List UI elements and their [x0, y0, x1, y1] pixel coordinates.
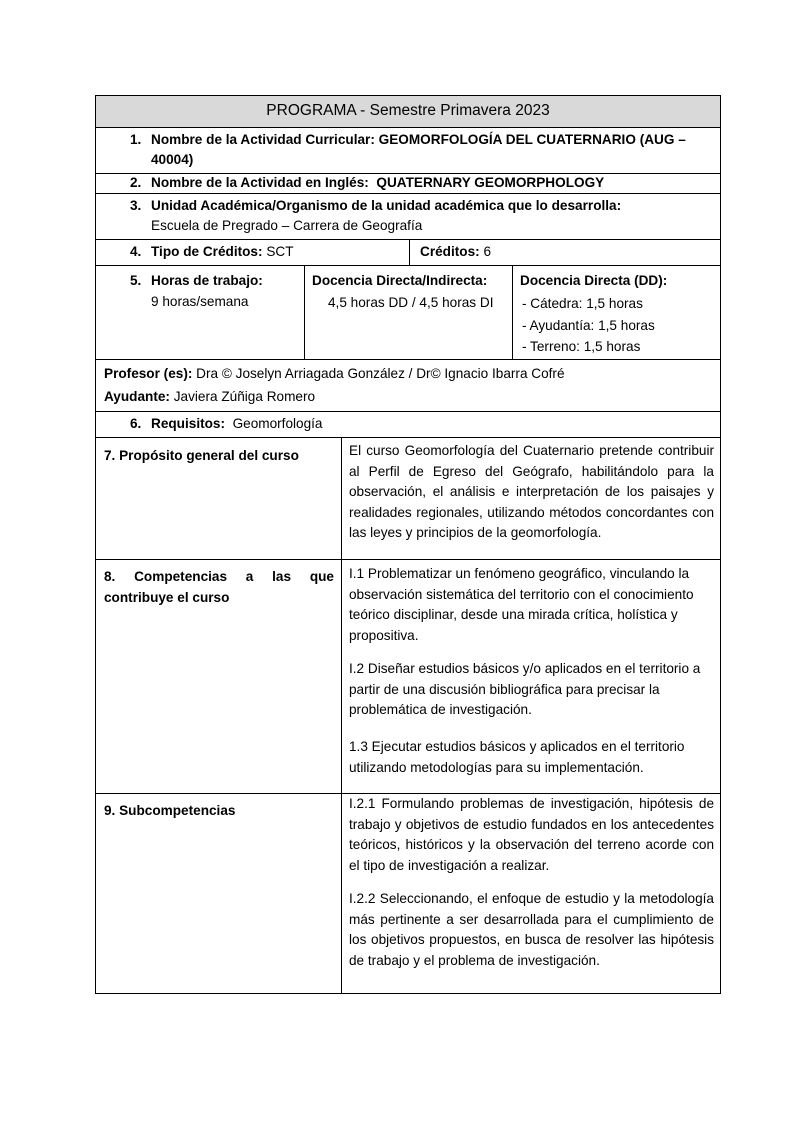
subcompetency-1: I.2.1 Formulando problemas de investigación, hipótesis de trabajo y objetivos de estudio fundados en los antecedentes teóricos, históricos y la observación del terreno acorde con el tipo de investigación a realizar. — [349, 796, 714, 873]
competency-3: 1.3 Ejecutar estudios básicos y aplicados en el territorio utilizando metodologías para su implementación. — [349, 739, 685, 775]
credits — [420, 242, 491, 262]
docencia-value: 4,5 horas DD / 4,5 horas DI — [328, 295, 494, 310]
dd-list — [522, 293, 655, 358]
list-item: - Terreno: 1,5 horas — [522, 339, 641, 354]
docencia-label: Docencia Directa/Indirecta: — [312, 273, 488, 288]
requirements-value: Geomorfología — [232, 416, 323, 431]
divider — [512, 266, 513, 359]
assistant-label: Ayudante: — [104, 389, 170, 404]
row-purpose — [95, 437, 721, 559]
row-english-name — [95, 173, 721, 193]
row-academic-unit — [95, 193, 721, 239]
credit-type-label: Tipo de Créditos: — [151, 244, 263, 259]
work-hours-value: 9 horas/semana — [151, 294, 249, 309]
program-header — [95, 95, 721, 127]
item-number: 4. — [130, 244, 142, 259]
requirements — [151, 414, 323, 434]
item-number: 2. — [130, 175, 142, 190]
activity-name-value-cont: 40004) — [151, 152, 194, 167]
academic-unit-label: Unidad Académica/Organismo de la unidad académica que lo desarrolla: — [151, 198, 622, 213]
credit-type — [151, 242, 294, 262]
item-number: 6. — [130, 416, 142, 431]
row-staff — [95, 359, 721, 411]
credit-type-value: SCT — [266, 244, 294, 259]
divider — [341, 794, 342, 993]
academic-unit-value: Escuela de Pregrado – Carrera de Geografía — [151, 218, 423, 233]
item-number: 5. — [130, 273, 142, 288]
english-name-value: QUATERNARY GEOMORPHOLOGY — [376, 175, 605, 190]
program-title: PROGRAMA - Semestre Primavera 2023 — [266, 102, 550, 119]
row-credits — [95, 239, 721, 265]
credits-label: Créditos: — [420, 244, 480, 259]
competency-2: I.2 Diseñar estudios básicos y/o aplicados en el territorio a partir de una discusión bibliográfica para precisar la problemática de investigación. — [349, 661, 701, 717]
divider — [341, 560, 342, 793]
competencies-label-line2: contribuye el curso — [104, 590, 230, 605]
english-name-label: Nombre de la Actividad en Inglés: — [151, 175, 369, 190]
professor — [104, 364, 565, 384]
purpose-text: El curso Geomorfología del Cuaternario pretende contribuir al Perfil de Egreso del Geógrafo, habilitándolo para la observación, el análisis e interpretación de los paisajes y realidades regionales, utilizando métodos concordantes con las leyes y principios de la geomorfología. — [349, 443, 714, 540]
purpose-label: 7. Propósito general del curso — [104, 448, 299, 463]
competencies-label-line1: 8. Competencias a las que — [104, 569, 334, 584]
professor-value: Dra © Joselyn Arriagada González / Dr© Ignacio Ibarra Cofré — [196, 366, 565, 381]
subcompetencies-label: 9. Subcompetencias — [104, 803, 236, 818]
credits-value: 6 — [483, 244, 492, 259]
divider — [304, 266, 305, 359]
professor-label: Profesor (es): — [104, 366, 193, 381]
row-work-hours — [95, 265, 721, 359]
list-item: - Cátedra: 1,5 horas — [522, 296, 643, 311]
activity-name-value: GEOMORFOLOGÍA DEL CUATERNARIO (AUG – — [378, 132, 686, 147]
item-number: 1. — [130, 132, 142, 147]
row-subcompetencies — [95, 793, 721, 994]
row-activity-name — [95, 127, 721, 173]
requirements-label: Requisitos: — [151, 416, 226, 431]
divider — [341, 438, 342, 559]
list-item: - Ayudantía: 1,5 horas — [522, 317, 655, 333]
work-hours-label: Horas de trabajo: — [151, 273, 263, 288]
divider — [409, 240, 410, 265]
english-name-line — [151, 173, 604, 193]
activity-name-label: Nombre de la Actividad Curricular: — [151, 132, 375, 147]
assistant — [104, 387, 315, 407]
row-competencies — [95, 559, 721, 793]
subcompetency-2: I.2.2 Seleccionando, el enfoque de estudio y la metodología más pertinente a ser desarrollada para el cumplimiento de los objetivos propuestos, en busca de resolver las hipótesis de trabajo y el problema de investigación. — [349, 891, 714, 968]
item-number: 3. — [130, 198, 142, 213]
competency-1: I.1 Problematizar un fenómeno geográfico, vinculando la observación sistemática del territorio con el conocimiento teórico disciplinar, desde una mirada crítica, holística y propositiva. — [349, 566, 694, 643]
dd-label: Docencia Directa (DD): — [520, 273, 668, 288]
competencies-label — [104, 566, 334, 608]
assistant-value: Javiera Zúñiga Romero — [173, 389, 316, 404]
activity-name-line — [151, 130, 686, 150]
row-requirements — [95, 411, 721, 437]
